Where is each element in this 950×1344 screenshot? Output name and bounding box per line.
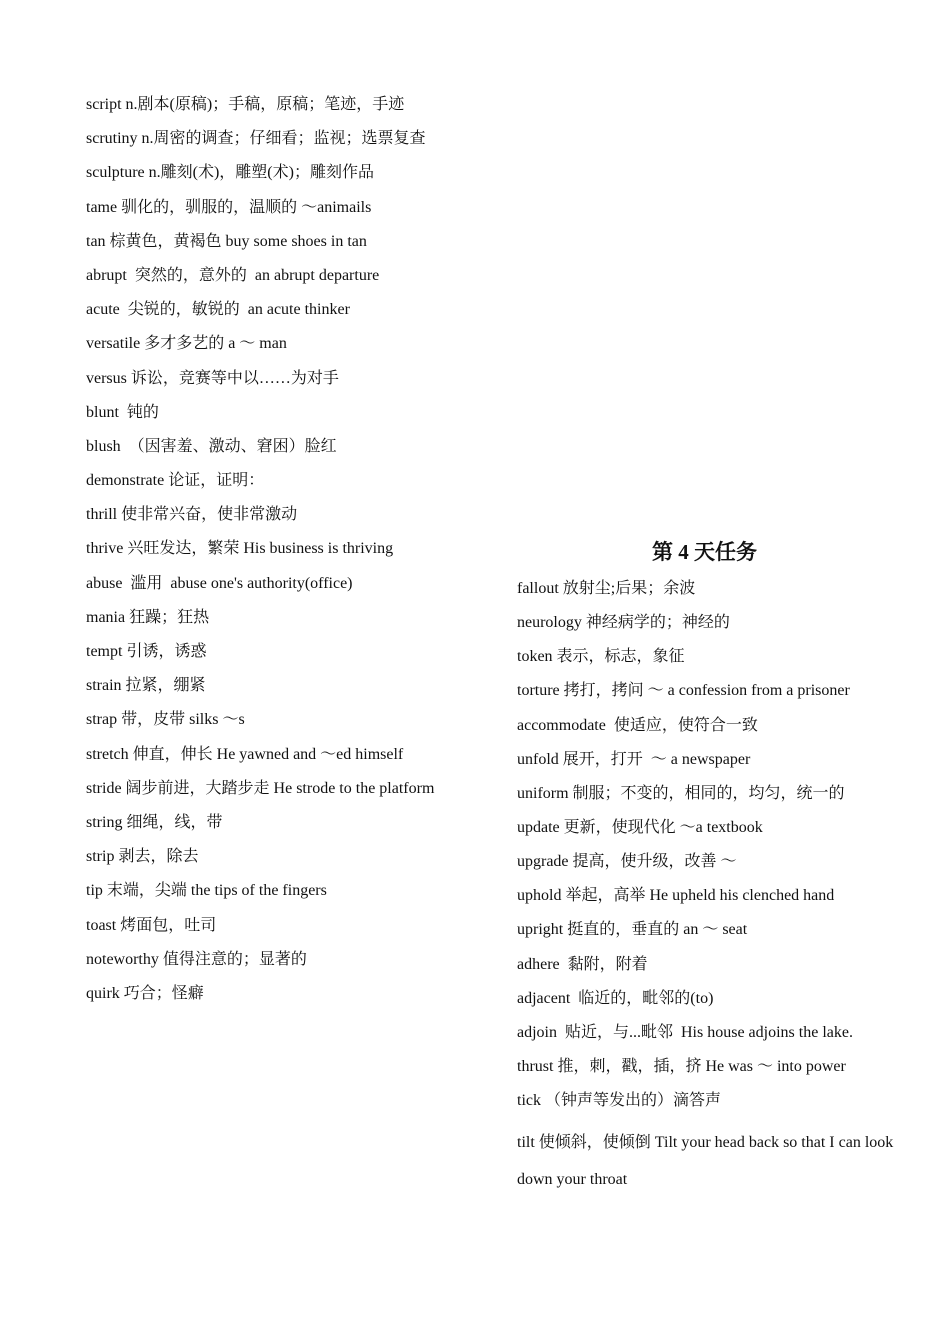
vocab-entry: sculpture n.雕刻(术)，雕塑(术)；雕刻作品 <box>86 164 374 182</box>
vocab-entry: tempt 引诱，诱惑 <box>86 643 207 660</box>
vocab-entry: update 更新，使现代化 ～a textbook <box>517 818 763 836</box>
vocab-entry: upright 挺直的，垂直的 an ～ seat <box>517 921 748 939</box>
vocab-entry: script n.剧本(原稿)；手稿，原稿；笔迹，手迹 <box>86 96 405 113</box>
vocab-entry: accommodate 使适应，使符合一致 <box>517 716 758 734</box>
vocab-entry: fallout 放射尘;后果；余波 <box>517 580 696 597</box>
vocab-entry: mania 狂躁；狂热 <box>86 608 210 626</box>
vocab-entry: adjacent 临近的，毗邻的(to) <box>517 989 714 1007</box>
vocab-entry: stride 阔步前进，大踏步走 He strode to the platform <box>86 779 435 797</box>
vocab-entry: acute 尖锐的，敏锐的 an acute thinker <box>86 301 350 319</box>
vocab-entry: abrupt 突然的，意外的 an abrupt departure <box>86 266 380 284</box>
vocabulary-list-right <box>517 578 912 1198</box>
vocab-entry: toast 烤面包，吐司 <box>86 916 217 934</box>
vocab-entry: strain 拉紧，绷紧 <box>86 677 206 695</box>
vocab-entry: uphold 举起，高举 He upheld his clenched hand <box>517 887 835 905</box>
vocab-entry: scrutiny n.周密的调查；仔细看；监视；选票复查 <box>86 130 426 148</box>
vocab-entry: versus 诉讼，竞赛等中以……为对手 <box>86 369 339 387</box>
vocab-entry: strip 剥去，除去 <box>86 848 199 866</box>
vocab-entry: demonstrate 论证，证明： <box>86 472 265 490</box>
vocab-entry: adhere 黏附，附着 <box>517 955 648 973</box>
vocab-entry: stretch 伸直，伸长 He yawned and ～ed himself <box>86 745 404 763</box>
vocab-entry: noteworthy 值得注意的；显著的 <box>86 950 307 968</box>
vocab-entry: tilt 使倾斜，使倾倒 Tilt your head back so that I can look down your throat <box>517 1134 894 1189</box>
vocab-entry: tan 棕黄色，黄褐色 buy some shoes in tan <box>86 232 367 250</box>
vocab-entry: blunt 钝的 <box>86 403 159 421</box>
vocab-entry: upgrade 提高，使升级，改善 ～ <box>517 853 737 871</box>
vocab-entry: thrive 兴旺发达，繁荣 His business is thriving <box>86 540 394 558</box>
vocab-entry: adjoin 贴近，与...毗邻 His house adjoins the lake. <box>517 1023 853 1041</box>
vocab-entry: tip 末端，尖端 the tips of the fingers <box>86 882 327 900</box>
vocab-entry: quirk 巧合；怪癖 <box>86 984 204 1002</box>
vocab-entry: tick （钟声等发出的）滴答声 <box>517 1092 721 1110</box>
vocabulary-list-left <box>86 94 486 1017</box>
vocab-entry: thrust 推，刺，戳，插，挤 He was ～ into power <box>517 1057 846 1075</box>
vocab-entry: token 表示，标志，象征 <box>517 648 685 666</box>
section-title: 第 4 天任务 <box>652 540 757 564</box>
vocab-entry: strap 带，皮带 silks ～s <box>86 711 245 729</box>
vocab-entry: neurology 神经病学的；神经的 <box>517 614 730 632</box>
vocab-entry: blush （因害羞、激动、窘困）脸红 <box>86 437 337 455</box>
vocab-entry: thrill 使非常兴奋，使非常激动 <box>86 506 298 524</box>
vocab-entry: unfold 展开，打开 ～ a newspaper <box>517 750 751 768</box>
vocab-entry: tame 驯化的，驯服的，温顺的 ～animails <box>86 198 372 216</box>
vocab-entry: versatile 多才多艺的 a ～ man <box>86 335 287 353</box>
vocab-entry: torture 拷打，拷问 ～ a confession from a prisoner <box>517 682 850 700</box>
vocab-entry: abuse 滥用 abuse one's authority(office) <box>86 574 353 592</box>
vocab-entry: uniform 制服；不变的，相同的，均匀，统一的 <box>517 784 845 802</box>
vocab-entry: string 细绳，线，带 <box>86 813 223 831</box>
